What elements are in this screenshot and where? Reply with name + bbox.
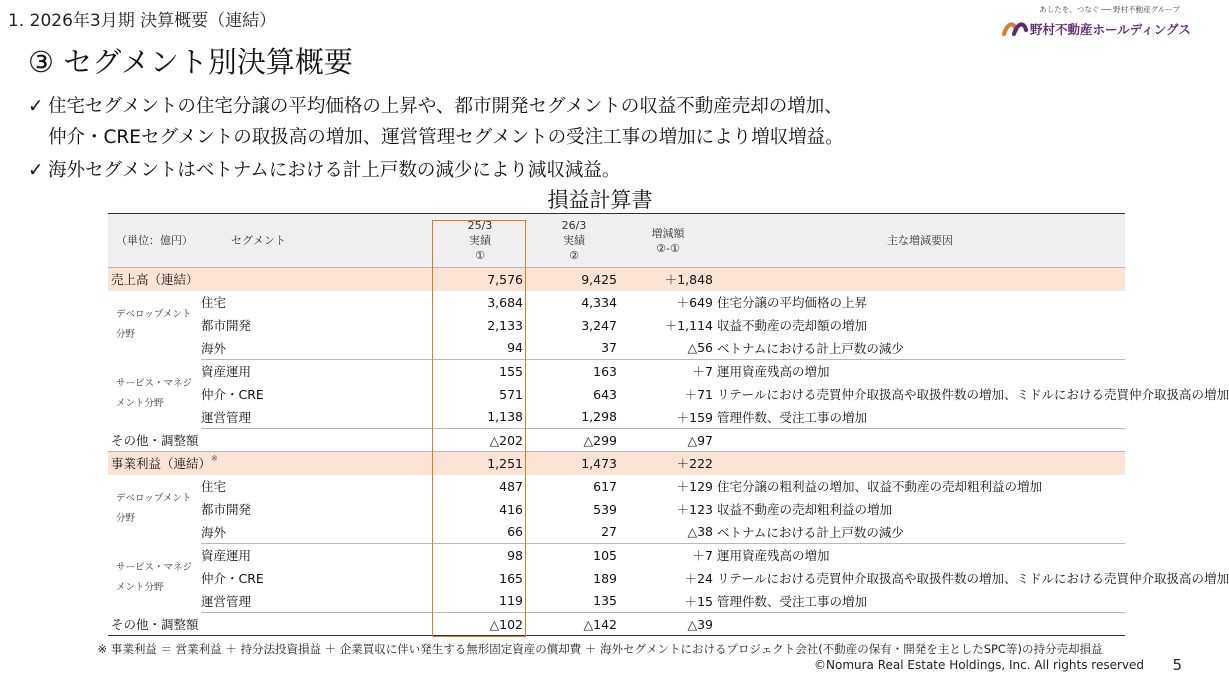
table-row <box>108 291 1125 314</box>
current-year-header: 26/3 実績 ② <box>527 214 621 268</box>
table-row <box>108 590 1125 613</box>
prev-value: 119 <box>433 590 527 613</box>
curr-value: 105 <box>593 547 617 563</box>
table-row <box>108 521 1125 544</box>
row-label: 仲介・CRE <box>201 571 264 586</box>
bullet-text: 住宅セグメントの住宅分譲の平均価格の上昇や、都市開発セグメントの収益不動産売却の増加、 <box>48 96 843 117</box>
change-value: △39 <box>621 613 715 636</box>
row-label: 海外 <box>201 337 433 360</box>
prev-value: 1,138 <box>433 406 527 429</box>
change-cause: 収益不動産の売却粗利益の増加 <box>717 502 893 517</box>
prev-value: 3,684 <box>487 294 523 310</box>
bullet-text: 海外セグメントはベトナムにおける計上戸数の減少により減収減益。 <box>48 160 621 181</box>
table-header-row <box>108 214 1125 268</box>
change-cause <box>715 429 1125 452</box>
change-value: ＋15 <box>621 590 715 613</box>
cause-header: 主な増減要因 <box>715 214 1125 268</box>
curr-value: 163 <box>593 363 617 379</box>
change-value: ＋1,848 <box>621 268 715 291</box>
curr-value: 643 <box>593 386 617 402</box>
prev-value: 155 <box>499 363 523 379</box>
group-label-service: サービス・マネジメント分野 <box>116 562 193 593</box>
curr-value: 135 <box>527 590 621 613</box>
income-statement-table <box>108 213 1229 636</box>
change-value: ＋129 <box>676 479 713 494</box>
prev-value: △202 <box>489 432 523 448</box>
page-number: 5 <box>1172 656 1182 674</box>
change-header: 増減額 ②-① <box>621 214 715 268</box>
table-row <box>108 314 1125 337</box>
change-cause: 住宅分譲の粗利益の増加、収益不動産の売却粗利益の増加 <box>717 479 1043 494</box>
change-value: △56 <box>621 337 715 360</box>
curr-value: 37 <box>527 337 621 360</box>
table-row-revenue-total <box>108 268 1125 291</box>
table-row-adjustment <box>108 429 1125 452</box>
prev-value: 571 <box>499 386 523 402</box>
table-row <box>108 498 1125 521</box>
row-label: その他・調整額 <box>108 613 433 636</box>
footnote: ※ 事業利益 ＝ 営業利益 ＋ 持分法投資損益 ＋ 企業買収に伴い発生する無形固定資産の償却費 ＋ 海外セグメントにおけるプロジェクト会社(不動産の保有・開発を主としたSPC等)の持分売却損益 <box>97 642 1103 656</box>
note-mark: ※ <box>211 454 218 464</box>
row-label: 売上高（連結） <box>108 268 433 291</box>
row-label: 都市開発 <box>201 318 252 333</box>
change-cause: リテールにおける売買仲介取扱高や取扱件数の増加、ミドルにおける売買仲介取扱高の増加 <box>717 387 1229 402</box>
summary-bullet-1 <box>28 92 843 118</box>
row-label: 都市開発 <box>201 502 252 517</box>
curr-value: 1,473 <box>527 452 621 475</box>
prev-value: 487 <box>499 478 523 494</box>
curr-value: △299 <box>583 432 617 448</box>
summary-bullet-2 <box>28 156 620 182</box>
change-cause: ベトナムにおける計上戸数の減少 <box>715 337 1125 360</box>
row-label: 仲介・CRE <box>201 387 264 402</box>
change-value: ＋7 <box>692 548 713 564</box>
curr-value: 27 <box>527 521 621 544</box>
change-value: △38 <box>621 521 715 544</box>
row-label: その他・調整額 <box>111 433 199 448</box>
summary-bullet-1-continued: 仲介・CREセグメントの取扱高の増加、運営管理セグメントの受注工事の増加により増収増益。 <box>48 127 844 148</box>
table-row <box>108 544 1125 567</box>
change-cause: リテールにおける売買仲介取扱高や取扱件数の増加、ミドルにおける売買仲介取扱高の増加 <box>717 571 1229 586</box>
row-label: 事業利益（連結）※ <box>108 452 433 475</box>
table-title: 損益計算書 <box>547 188 653 212</box>
copyright: ©Nomura Real Estate Holdings, Inc. All rights reserved <box>814 658 1144 672</box>
table-row <box>108 406 1125 429</box>
change-value: ＋649 <box>676 295 713 310</box>
prev-value: 94 <box>433 337 527 360</box>
change-cause: 管理件数、受注工事の増加 <box>715 406 1125 429</box>
company-logo <box>1000 4 1191 40</box>
curr-value: 539 <box>593 501 617 517</box>
row-label: 運営管理 <box>201 590 433 613</box>
change-value: ＋222 <box>621 452 715 475</box>
table-row <box>108 360 1125 383</box>
row-label: 資産運用 <box>201 364 252 380</box>
group-label-service: サービス・マネジメント分野 <box>116 378 193 409</box>
change-cause: 収益不動産の売却額の増加 <box>717 318 868 333</box>
prev-year-header: 25/3 実績 ① <box>433 214 527 268</box>
change-value: ＋123 <box>676 502 713 517</box>
change-cause: ベトナムにおける計上戸数の減少 <box>715 521 1125 544</box>
prev-value: 98 <box>507 547 523 563</box>
change-cause: 管理件数、受注工事の増加 <box>715 590 1125 613</box>
change-value: △97 <box>687 432 713 448</box>
checkmark-icon: ✓ <box>28 160 44 181</box>
change-value: ＋159 <box>621 406 715 429</box>
row-label: 海外 <box>201 521 433 544</box>
row-label: 運営管理 <box>201 406 433 429</box>
table-row <box>108 475 1125 498</box>
logo-tagline: あしたを、つなぐ ── 野村不動産グループ <box>1039 5 1180 14</box>
change-value: ＋1,114 <box>664 318 713 333</box>
prev-value: △102 <box>433 613 527 636</box>
curr-value: 189 <box>593 570 617 586</box>
change-value: ＋7 <box>692 364 713 380</box>
change-cause <box>715 452 1125 475</box>
row-label: 住宅 <box>201 479 227 494</box>
change-cause: 運用資産残高の増加 <box>717 548 830 564</box>
section-title: 1. 2026年3月期 決算概要（連結） <box>8 11 277 31</box>
group-label-develop: デベロップメント分野 <box>116 493 192 524</box>
prev-value: 7,576 <box>433 268 527 291</box>
page-title: ③ セグメント別決算概要 <box>28 45 353 79</box>
change-cause <box>715 613 1125 636</box>
table-row-profit-total <box>108 452 1125 475</box>
prev-value: 1,251 <box>433 452 527 475</box>
row-label: 住宅 <box>201 295 227 310</box>
prev-value: 66 <box>433 521 527 544</box>
curr-value: △142 <box>527 613 621 636</box>
change-cause: 運用資産残高の増加 <box>717 364 830 380</box>
table-row <box>108 337 1125 360</box>
row-label: 資産運用 <box>201 548 252 564</box>
checkmark-icon: ✓ <box>28 96 44 117</box>
change-value: ＋71 <box>684 387 713 402</box>
logo-mark-icon <box>1002 18 1028 38</box>
change-cause <box>715 268 1125 291</box>
curr-value: 3,247 <box>581 317 617 333</box>
segment-header: セグメント <box>201 214 371 268</box>
table-row <box>108 567 1125 590</box>
unit-label: （単位：億円） <box>108 214 201 268</box>
prev-value: 416 <box>499 501 523 517</box>
change-cause: 住宅分譲の平均価格の上昇 <box>717 295 868 310</box>
table-row <box>108 383 1125 406</box>
change-value: ＋24 <box>684 571 713 586</box>
curr-value: 1,298 <box>527 406 621 429</box>
curr-value: 9,425 <box>527 268 621 291</box>
table-row-adjustment <box>108 613 1125 636</box>
curr-value: 4,334 <box>581 294 617 310</box>
curr-value: 617 <box>593 478 617 494</box>
group-label-develop: デベロップメント分野 <box>116 309 192 340</box>
logo-company-name: 野村不動産ホールディングス <box>1030 22 1191 37</box>
prev-value: 2,133 <box>487 317 523 333</box>
prev-value: 165 <box>499 570 523 586</box>
